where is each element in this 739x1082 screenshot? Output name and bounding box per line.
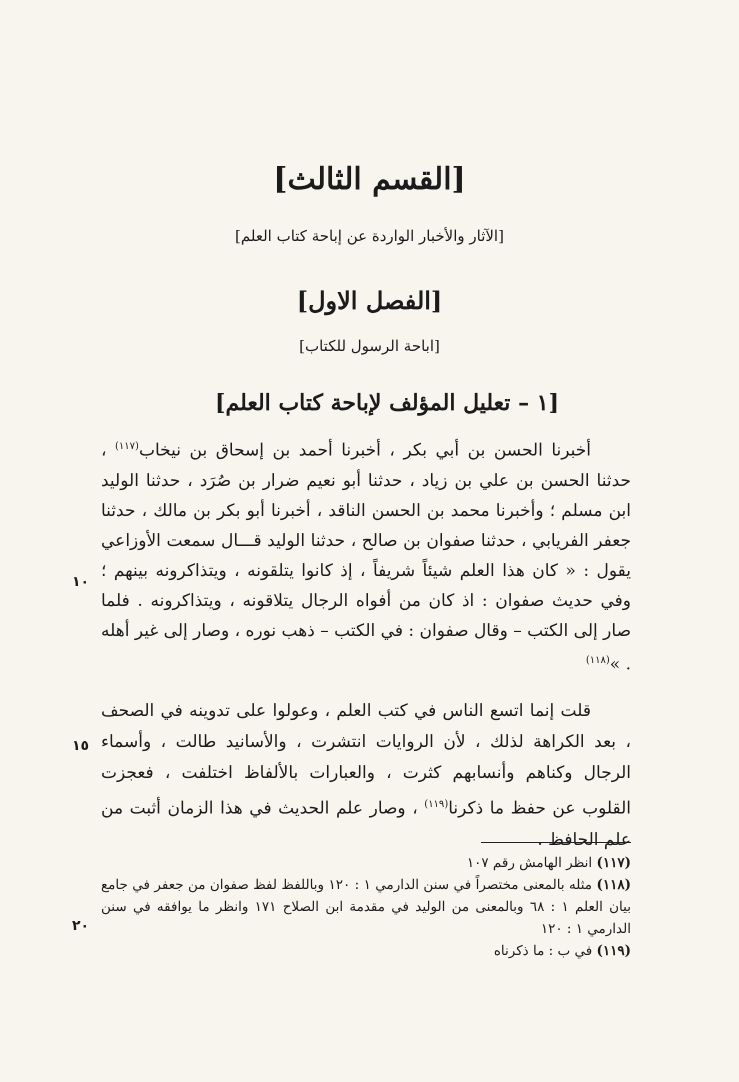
footnote-number: (١١٧) <box>596 855 631 871</box>
footnotes <box>101 852 631 962</box>
paragraph-2-text-cont: ، وصار علم الحديث في هذا الزمان أثبت من علم الحافظ . <box>101 798 631 850</box>
footnote-ref-118: (١١٨) <box>585 654 610 666</box>
footnote-number: (١١٩) <box>596 943 631 959</box>
footnote-text: في ب : ما ذكرناه <box>493 943 593 959</box>
paragraph-1-text-cont: ، حدثنا الحسن بن علي بن زياد ، حدثنا أبو نعيم ضرار بن صُرَد ، حدثنا الوليد ابن مسلم ؛ وأخبرنا محمد بن الحسن الناقد ، أخبرنا أبو بكر بن مالك ، حدثنا جعفر الفريابي ، حدثنا صفوان بن صالح ، حدثنا الوليد قـــال سمعت الأوزاعي يقول : « كان هذا العلم شيئاً شريفاً ، إذ كانوا يتلقونه ، ويتذاكرونه بينهم ؛ وفي حديث صفوان : اذ كان من أفواه الرجال يتلاقونه ، ويتذاكرونه . فلما صار إلى الكتب – وقال صفوان : في الكتب – ذهب نوره ، وصار إلى غير أهله . » <box>101 440 631 675</box>
line-number-20: ٢٠ <box>72 918 90 934</box>
chapter-subtitle: [اباحة الرسول للكتاب] <box>299 337 440 355</box>
footnote-text: مثله بالمعنى مختصراً في سنن الدارمي ١ : ١٢٠ وباللفظ لفظ صفوان من جعفر في جامع بيان العلم ١ : ٦٨ وبالمعنى من الوليد في مقدمة ابن الصلاح ١٧١ وانظر ما يوافقه في سنن الدارمي ١ : ١٢٠ <box>101 877 631 937</box>
footnote-number: (١١٨) <box>596 877 631 893</box>
paragraph-2 <box>101 696 631 856</box>
paragraph-2-text: قلت إنما اتسع الناس في كتب العلم ، وعولوا على تدوينه في الصحف ، بعد الكراهة لذلك ، لأن الروايات انتشرت ، والأسانيد طالت ، وأسماء الرجال وكناهم وأنسابهم كثرت ، والعبارات بالألفاظ اختلفت ، فعجزت القلوب عن حفظ ما ذكرنا <box>101 701 631 819</box>
footnote-ref-119: (١١٩) <box>424 799 449 810</box>
footnote-ref-117: (١١٧) <box>115 441 139 452</box>
footnote-117 <box>101 852 631 874</box>
line-number-10: ١٠ <box>72 574 90 590</box>
footnote-118 <box>101 874 631 940</box>
section-subtitle: [الآثار والأخبار الواردة عن إباحة كتاب العلم] <box>235 227 504 245</box>
chapter-title: [الفصل الاول] <box>296 286 443 315</box>
subsection-heading: [١ – تعليل المؤلف لإباحة كتاب العلم] <box>215 390 559 416</box>
footnote-divider <box>481 842 631 843</box>
line-number-15: ١٥ <box>72 738 90 754</box>
paragraph-1 <box>101 432 631 679</box>
section-title: [القسم الثالث] <box>273 162 466 197</box>
footnote-text: انظر الهامش رقم ١٠٧ <box>466 855 593 871</box>
paragraph-1-text: أخبرنا الحسن بن أبي بكر ، أخبرنا أحمد بن إسحاق بن نيخاب <box>138 440 591 461</box>
footnote-119 <box>101 940 631 962</box>
